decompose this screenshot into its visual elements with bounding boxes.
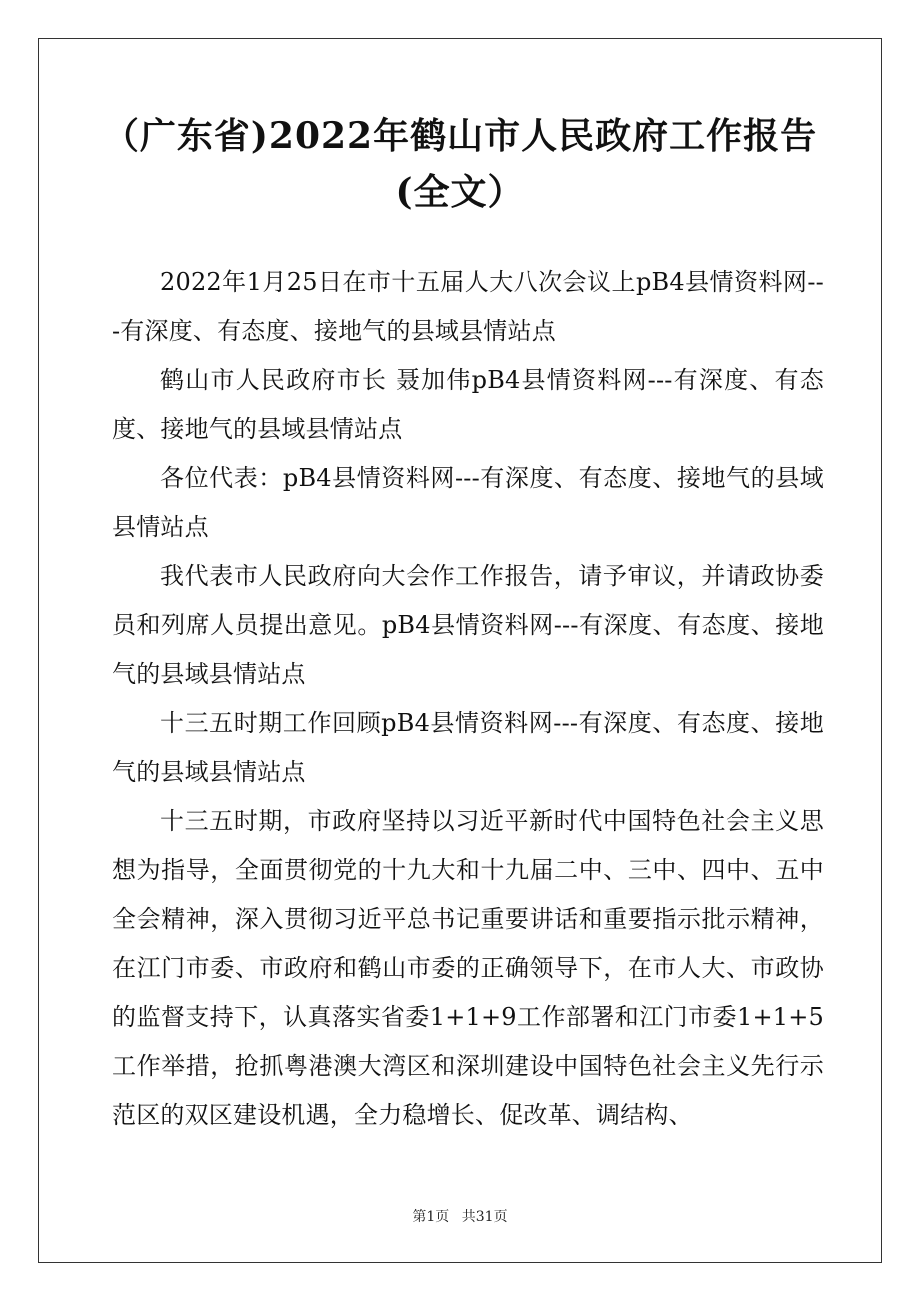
paragraph-introduction: 我代表市人民政府向大会作工作报告，请予审议，并请政协委员和列席人员提出意见。pB4县情资料网---有深度、有态度、接地气的县域县情站点	[112, 562, 824, 688]
paragraph-review-body: 十三五时期，市政府坚持以习近平新时代中国特色社会主义思想为指导，全面贯彻党的十九大和十九届二中、三中、四中、五中全会精神，深入贯彻习近平总书记重要讲话和重要指示批示精神，在江门市委、市政府和鹤山市委的正确领导下，在市人大、市政协的监督支持下，认真落实省委1+1+9工作部署和江门市委1+1+5工作举措，抢抓粤港澳大湾区和深圳建设中国特色社会主义先行示范区的双区建设机遇，全力稳增长、促改革、调结构、	[112, 807, 824, 1129]
document-title: （广东省)2022年鹤山市人民政府工作报告(全文）	[102, 115, 818, 213]
paragraph-salutation: 各位代表：pB4县情资料网---有深度、有态度、接地气的县域县情站点	[112, 464, 824, 541]
document-body	[112, 258, 824, 1140]
page-footer	[0, 1208, 920, 1226]
paragraph-date-meeting: 2022年1月25日在市十五届人大八次会议上pB4县情资料网---有深度、有态度、接地气的县域县情站点	[112, 268, 824, 345]
paragraph-mayor: 鹤山市人民政府市长 聂加伟pB4县情资料网---有深度、有态度、接地气的县域县情站点	[112, 366, 824, 443]
page-number: 第1页	[412, 1209, 450, 1225]
paragraph-section-heading: 十三五时期工作回顾pB4县情资料网---有深度、有态度、接地气的县域县情站点	[112, 709, 824, 786]
page-total: 共31页	[461, 1209, 508, 1225]
